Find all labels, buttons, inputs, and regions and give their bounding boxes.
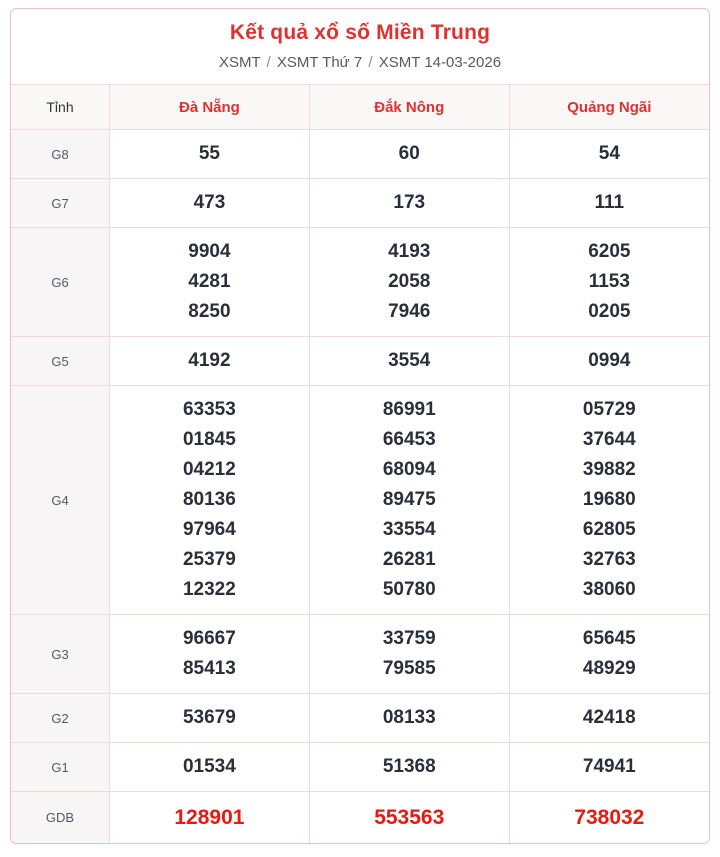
table-row (11, 179, 709, 228)
breadcrumb-separator: / (368, 54, 373, 71)
table-row (11, 694, 709, 743)
number: 62805 (582, 519, 636, 541)
number: 53679 (182, 707, 236, 729)
lottery-result-card (10, 8, 710, 844)
number: 553563 (374, 806, 445, 830)
prize-cell (509, 694, 709, 743)
column-header-daknong: Đắk Nông (309, 85, 509, 130)
number: 97964 (182, 519, 236, 541)
number: 473 (193, 192, 226, 214)
prize-cell-jackpot (509, 792, 709, 844)
prize-cell (509, 228, 709, 337)
prize-cell (110, 179, 310, 228)
prize-cell (509, 615, 709, 694)
prize-label: G8 (11, 130, 110, 179)
prize-cell-jackpot (110, 792, 310, 844)
number: 54 (598, 143, 620, 164)
prize-label: G6 (11, 228, 110, 337)
prize-label: G1 (11, 743, 110, 792)
breadcrumb (11, 45, 709, 84)
prize-cell (509, 337, 709, 386)
number: 50780 (382, 579, 436, 601)
prize-cell (309, 179, 509, 228)
number: 89475 (382, 489, 436, 511)
table-row (11, 386, 709, 615)
column-header-quangngai: Quảng Ngãi (509, 85, 709, 130)
number: 60 (398, 143, 420, 164)
prize-cell (509, 130, 709, 179)
number: 80136 (182, 489, 236, 511)
prize-label: G7 (11, 179, 110, 228)
breadcrumb-separator: / (266, 54, 271, 71)
number: 3554 (388, 350, 431, 372)
number: 68094 (382, 459, 436, 481)
number: 86991 (382, 399, 436, 421)
number: 33759 (382, 628, 436, 650)
number: 48929 (582, 658, 636, 680)
prize-cell (309, 694, 509, 743)
table-row (11, 228, 709, 337)
number: 85413 (182, 658, 236, 680)
number: 0205 (588, 301, 631, 323)
number: 25379 (182, 549, 236, 571)
prize-label: G2 (11, 694, 110, 743)
prize-cell (309, 337, 509, 386)
number: 0994 (588, 350, 631, 372)
number: 4192 (188, 350, 231, 372)
number: 65645 (582, 628, 636, 650)
page-title: Kết quả xổ số Miền Trung (229, 21, 491, 44)
prize-cell-jackpot (309, 792, 509, 844)
prize-cell (110, 337, 310, 386)
prize-cell (110, 228, 310, 337)
number: 04212 (182, 459, 236, 481)
column-header-danang: Đà Nẵng (110, 85, 310, 130)
number: 111 (594, 192, 625, 214)
number: 19680 (582, 489, 636, 511)
table-row (11, 130, 709, 179)
table-row (11, 615, 709, 694)
number: 12322 (182, 579, 236, 601)
number: 2058 (388, 271, 431, 293)
prize-cell (309, 228, 509, 337)
prize-cell (309, 130, 509, 179)
breadcrumb-item-date[interactable]: XSMT 14-03-2026 (378, 54, 502, 71)
number: 4193 (388, 241, 431, 263)
prize-cell (309, 743, 509, 792)
number: 96667 (182, 628, 236, 650)
results-table (11, 84, 709, 843)
number: 26281 (382, 549, 436, 571)
prize-cell (509, 386, 709, 615)
table-row-jackpot (11, 792, 709, 844)
number: 7946 (388, 301, 431, 323)
breadcrumb-item-region[interactable]: XSMT (218, 54, 261, 71)
number: 1153 (588, 271, 630, 293)
prize-label: G4 (11, 386, 110, 615)
prize-label: G5 (11, 337, 110, 386)
prize-cell (309, 386, 509, 615)
prize-cell (110, 386, 310, 615)
number: 128901 (174, 806, 245, 830)
prize-label: G3 (11, 615, 110, 694)
number: 39882 (582, 459, 636, 481)
number: 4281 (188, 271, 231, 293)
number: 01534 (182, 756, 236, 778)
number: 32763 (582, 549, 636, 571)
prize-cell (309, 615, 509, 694)
prize-label: GDB (11, 792, 110, 844)
number: 74941 (582, 756, 636, 778)
number: 6205 (588, 241, 631, 263)
prize-cell (509, 743, 709, 792)
number: 9904 (188, 241, 231, 263)
table-row (11, 743, 709, 792)
number: 05729 (582, 399, 636, 421)
prize-cell (110, 694, 310, 743)
table-header-row (11, 85, 709, 130)
number: 8250 (188, 301, 231, 323)
table-row (11, 337, 709, 386)
breadcrumb-item-weekday[interactable]: XSMT Thứ 7 (276, 54, 363, 71)
prize-cell (110, 615, 310, 694)
number: 42418 (582, 707, 636, 729)
number: 33554 (382, 519, 436, 541)
number: 08133 (382, 707, 436, 729)
prize-cell (509, 179, 709, 228)
number: 738032 (574, 806, 645, 830)
number: 37644 (582, 429, 636, 451)
number: 66453 (382, 429, 436, 451)
column-header-province: Tỉnh (11, 85, 110, 130)
number: 79585 (382, 658, 436, 680)
number: 173 (393, 192, 426, 214)
prize-cell (110, 743, 310, 792)
results-table-head (11, 85, 709, 130)
number: 55 (198, 143, 220, 164)
number: 51368 (382, 756, 436, 778)
number: 01845 (182, 429, 236, 451)
number: 63353 (182, 399, 236, 421)
results-table-body (11, 130, 709, 844)
prize-cell (110, 130, 310, 179)
number: 38060 (582, 579, 636, 601)
